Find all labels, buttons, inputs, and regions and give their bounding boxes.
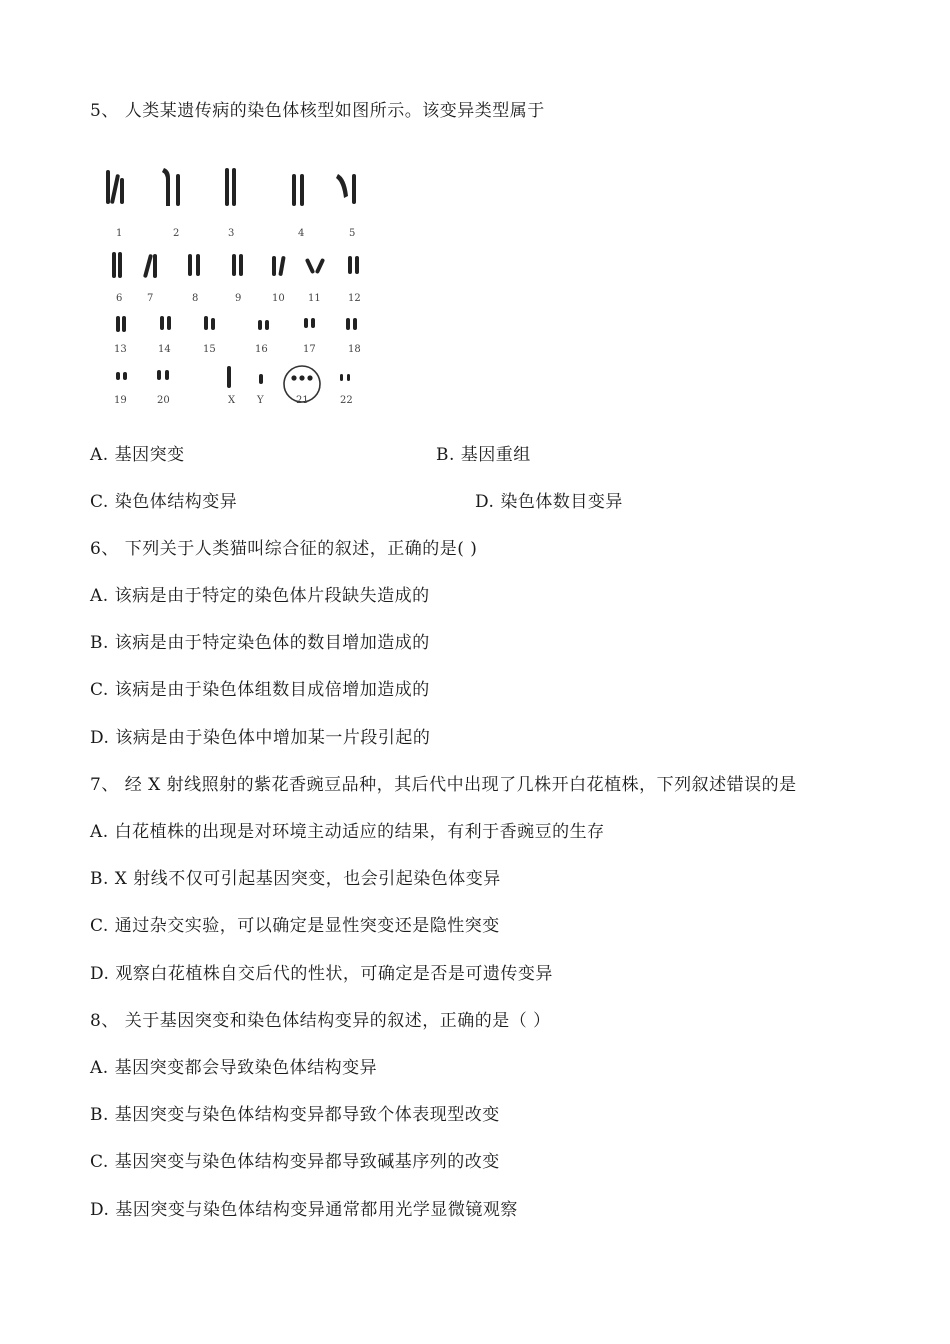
question-8-option-d: D. 基因突变与染色体结构变异通常都用光学显微镜观察 [90,1200,518,1220]
karyotype-label-4: 4 [298,228,305,239]
question-8-stem: 8、 关于基因突变和染色体结构变异的叙述，正确的是（ ） [90,1011,551,1031]
question-8-option-c: C. 基因突变与染色体结构变异都导致碱基序列的改变 [90,1152,500,1172]
question-7-stem: 7、 经 X 射线照射的紫花香豌豆品种，其后代中出现了几株开白花植株，下列叙述错误的是 [90,775,797,795]
karyotype-figure [100,160,370,420]
question-5-option-a: A. 基因突变 [90,445,185,465]
chromosome-row-6-12 [112,252,359,278]
karyotype-label-3: 3 [228,228,235,239]
karyotype-label-17: 17 [303,344,316,355]
question-8-option-a: A. 基因突变都会导致染色体结构变异 [90,1058,378,1078]
karyotype-label-14: 14 [158,344,171,355]
karyotype-label-16: 16 [255,344,268,355]
karyotype-label-7: 7 [147,293,154,304]
question-6-option-d: D. 该病是由于染色体中增加某一片段引起的 [90,728,431,748]
chromosome-pair-5 [336,174,356,204]
karyotype-label-8: 8 [192,293,199,304]
question-7-option-c: C. 通过杂交实验，可以确定是显性突变还是隐性突变 [90,916,500,936]
karyotype-label-2: 2 [173,228,180,239]
karyotype-label-y: Y [257,395,264,406]
karyotype-label-21: 21 [296,395,309,406]
karyotype-label-22: 22 [340,395,353,406]
question-5-stem: 5、 人类某遗传病的染色体核型如图所示。该变异类型属于 [90,101,545,121]
karyotype-label-13: 13 [114,344,127,355]
karyotype-label-9: 9 [235,293,242,304]
question-5-option-d: D. 染色体数目变异 [475,492,623,512]
question-8-option-b: B. 基因突变与染色体结构变异都导致个体表现型改变 [90,1105,500,1125]
question-7-option-a: A. 白花植株的出现是对环境主动适应的结果，有利于香豌豆的生存 [90,822,605,842]
karyotype-label-15: 15 [203,344,216,355]
question-6-stem: 6、 下列关于人类猫叫综合征的叙述，正确的是( ) [90,539,478,559]
karyotype-label-5: 5 [349,228,356,239]
chromosome-row-13-18 [116,316,357,332]
chromosome-pair-1 [106,170,124,204]
question-6-option-c: C. 该病是由于染色体组数目成倍增加造成的 [90,680,430,700]
question-7-option-d: D. 观察白花植株自交后代的性状，可确定是否是可遗传变异 [90,964,553,984]
question-5-option-c: C. 染色体结构变异 [90,492,238,512]
karyotype-label-18: 18 [348,344,361,355]
karyotype-image [100,160,370,420]
question-5-option-b: B. 基因重组 [436,445,531,465]
question-7-option-b: B. X 射线不仅可引起基因突变，也会引起染色体变异 [90,869,501,889]
chromosome-pair-4 [292,174,304,206]
karyotype-label-10: 10 [272,293,285,304]
question-6-option-a: A. 该病是由于特定的染色体片段缺失造成的 [90,586,430,606]
karyotype-label-1: 1 [116,228,123,239]
chromosome-pair-2 [162,168,180,206]
karyotype-label-19: 19 [114,395,127,406]
karyotype-label-x: X [228,395,236,406]
karyotype-label-11: 11 [308,293,321,304]
question-6-option-b: B. 该病是由于特定染色体的数目增加造成的 [90,633,430,653]
chromosome-pair-3 [225,168,236,206]
karyotype-label-6: 6 [116,293,123,304]
karyotype-label-12: 12 [348,293,361,304]
karyotype-label-20: 20 [157,395,170,406]
